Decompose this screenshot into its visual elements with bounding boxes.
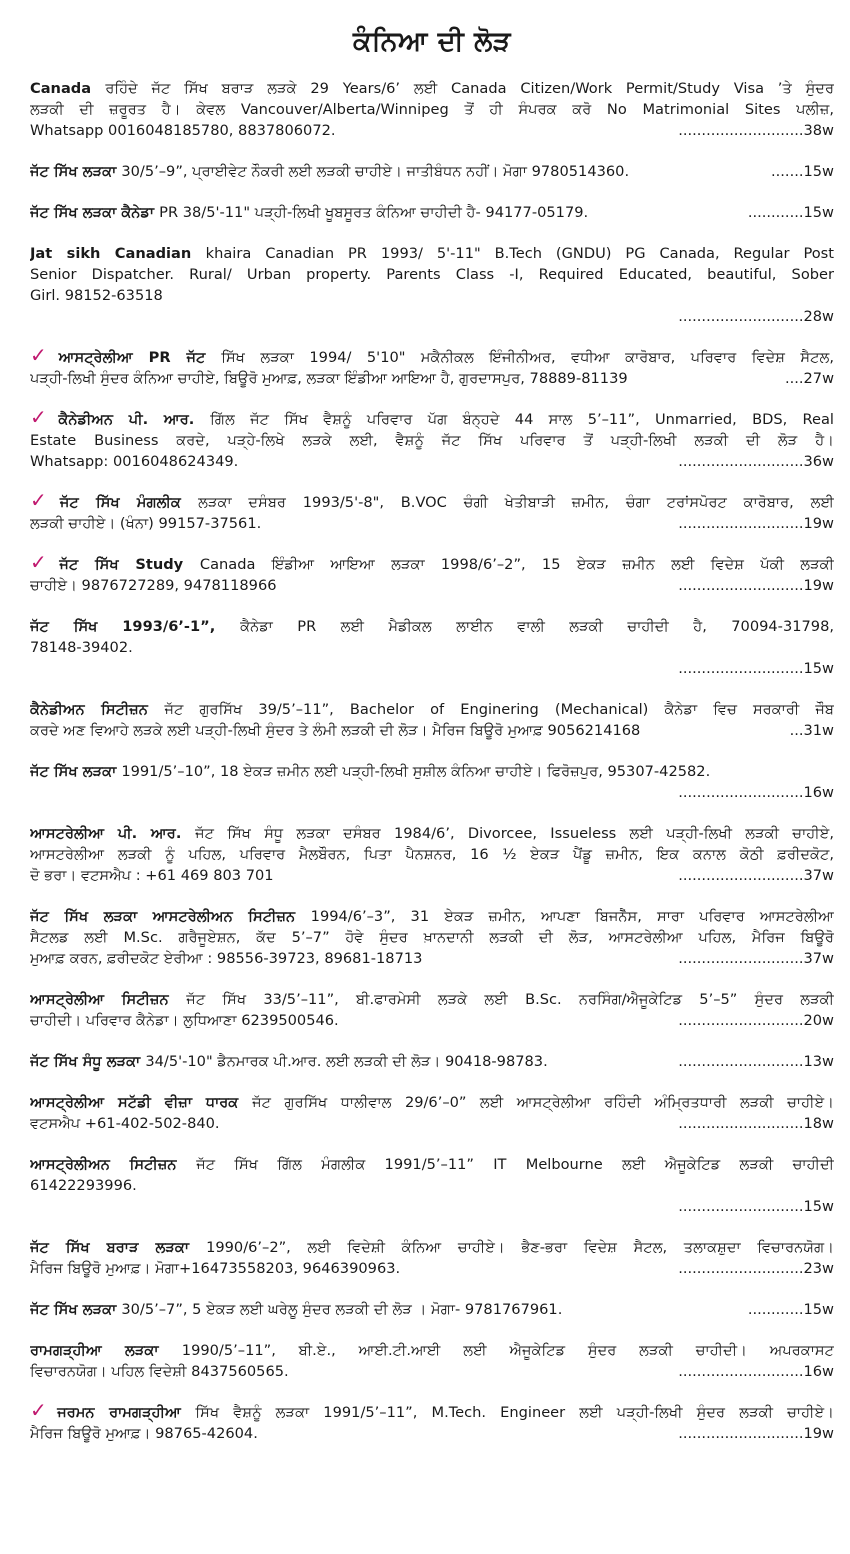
ad-line [30,1092,834,1113]
ad-text: 61422293996. [30,1177,137,1194]
ad-line [30,554,834,575]
classified-ad [30,78,834,141]
classified-ad [30,823,834,886]
ad-heading: ਜੱਟ ਸਿੱਖ Study [59,556,200,573]
ad-line-text [30,1051,548,1072]
ad-text: ਮੁਆਫ਼ ਕਰਨ, ਫ਼ਰੀਦਕੋਟ ਏਰੀਆ : 98556-39723, 89681-18713 [30,950,423,967]
ad-price-code: ...........................19w [678,577,834,594]
checkmark-icon: ✓ [30,554,59,574]
ad-line-text [30,1113,220,1134]
ad-heading: ਜਰਮਨ ਰਾਮਗੜ੍ਹੀਆ [57,1404,196,1421]
ad-heading: ਜੱਟ ਸਿੱਖ ਬਰਾੜ ਲੜਕਾ [30,1239,207,1256]
ad-line [30,616,834,637]
ad-price-code: ...........................19w [678,1425,834,1442]
ad-line [30,1237,834,1258]
ad-line-text [30,1423,258,1444]
ad-text: ਵਿਚਾਰਨਯੋਗ। ਪਹਿਲ ਵਿਦੇਸ਼ੀ 8437560565. [30,1363,289,1380]
page-title: ਕੰਨਿਆ ਦੀ ਲੋੜ [352,26,512,57]
ad-heading: ਜੱਟ ਸਿੱਖ ਮੰਗਲੀਕ [59,494,199,511]
checkmark-icon: ✓ [30,409,58,429]
ad-text: ਕਰਦੇ ਅਣ ਵਿਆਹੇ ਲੜਕੇ ਲਈ ਪੜ੍ਹੀ-ਲਿਖੀ ਸੁੰਦਰ ਤੇ ਲੰਮੀ ਲੜਕੀ ਦੀ ਲੋੜ। ਮੈਰਿਜ ਬਿਊਰੋ ਮੁਆਫ਼ 9056214168 [30,722,641,739]
ad-text: ਜੱਟ ਸਿੱਖ ਗਿੱਲ ਮੰਗਲੀਕ 1991/5’–11” IT Melbourne ਲਈ ਐਜੂਕੇਟਿਡ ਲੜਕੀ ਚਾਹੀਦੀ [196,1156,834,1173]
ad-heading: ਕੈਨੇਡੀਅਨ ਸਿਟੀਜ਼ਨ [30,701,165,718]
ad-line [30,948,834,969]
ad-line-text [30,513,261,534]
ad-text: ਮੈਰਿਜ ਬਿਊਰੋ ਮੁਆਫ਼। ਮੋਗਾ+16473558203, 9646390963. [30,1260,401,1277]
ad-line [30,430,834,451]
ad-line [30,243,834,264]
ad-text: ਜੱਟ ਗੁਰਸਿੱਖ 39/5’–11”, Bachelor of Enginering (Mechanical) ਕੈਨੇਡਾ ਵਿਚ ਸਰਕਾਰੀ ਜੌਬ [164,701,834,718]
ad-heading: ਜੱਟ ਸਿੱਖ ਲੜਕਾ ਆਸਟਰੇਲੀਅਨ ਸਿਟੀਜ਼ਨ [30,908,311,925]
ad-price-code: ...........................36w [678,453,834,470]
ad-text: ਸਿੱਖ ਲੜਕਾ 1994/ 5'10" ਮਕੈਨੀਕਲ ਇੰਜੀਨੀਅਰ, ਵਧੀਆ ਕਾਰੋਬਾਰ, ਪਰਿਵਾਰ ਵਿਦੇਸ਼ ਸੈਟਲ, [221,349,834,366]
ad-line-text [30,1361,289,1382]
ad-heading: ਜੱਟ ਸਿੱਖ ਲੜਕਾ [30,763,122,780]
ad-line [30,844,834,865]
ad-line-text [30,368,628,389]
ad-line [30,1423,834,1444]
ad-heading: ਜੱਟ ਸਿੱਖ ਲੜਕਾ [30,163,122,180]
classified-ad [30,761,834,803]
ad-text: Senior Dispatcher. Rural/ Urban property. Parents Class -I, Required Educated, beautiful, Sober [30,266,834,283]
classified-ad [30,492,834,534]
ad-heading: ਆਸਟ੍ਰੇਲੀਆ ਸਟੱਡੀ ਵੀਜ਼ਾ ਧਾਰਕ [30,1094,253,1111]
ad-text: PR 38/5'-11" ਪੜ੍ਹੀ-ਲਿਖੀ ਖੂਬਸੂਰਤ ਕੰਨਿਆ ਚਾਹੀਦੀ ਹੈ- 94177-05179. [159,204,589,221]
ad-line [30,1175,834,1196]
ad-text: Girl. 98152-63518 [30,287,163,304]
ad-text: ਚਾਹੀਏ। 9876727289, 9478118966 [30,577,277,594]
ad-line [30,1010,834,1031]
ad-price-code: ...........................15w [678,1198,834,1215]
ad-line [30,1361,834,1382]
ad-heading: ਆਸਟ੍ਰੇਲੀਅਨ ਸਿਟੀਜ਼ਨ [30,1156,197,1173]
classified-ad [30,1402,834,1444]
classified-ad [30,989,834,1031]
ad-text: ਗਿੱਲ ਜੱਟ ਸਿੱਖ ਵੈਸ਼ਨੂੰ ਪਰਿਵਾਰ ਪੱਗ ਬੰਨ੍ਹਦੇ 44 ਸਾਲ 5’–11”, Unmarried, BDS, Real [210,411,834,428]
ad-price-code: ...........................18w [678,1115,834,1132]
ad-text: ਲੜਕਾ ਦਸੰਬਰ 1993/5'-8", B.VOC ਚੰਗੀ ਖੇਤੀਬਾੜੀ ਜ਼ਮੀਨ, ਚੰਗਾ ਟਰਾਂਸਪੋਰਟ ਕਾਰੋਬਾਰ, ਲਈ [198,494,834,511]
ad-text: ਪੜ੍ਹੀ-ਲਿਖੀ ਸੁੰਦਰ ਕੰਨਿਆ ਚਾਹੀਏ, ਬਿਊਰੋ ਮੁਆਫ਼, ਲੜਕਾ ਇੰਡੀਆ ਆਇਆ ਹੈ, ਗੁਰਦਾਸਪੁਰ, 78889-81139 [30,370,628,387]
checkmark-icon: ✓ [30,492,59,512]
classified-ad [30,161,834,182]
ad-line [30,989,834,1010]
checkmark-icon: ✓ [30,1402,57,1422]
ad-heading: Jat sikh Canadian [30,245,206,262]
ad-text: Whatsapp 0016048185780, 8837806072. [30,122,336,139]
ad-line-text [30,865,274,886]
ad-line-text [30,120,336,141]
ad-text: ਕੈਨੇਡਾ PR ਲਈ ਮੈਡੀਕਲ ਲਾਈਨ ਵਾਲੀ ਲੜਕੀ ਚਾਹੀਦੀ ਹੈ, 70094-31798, [240,618,834,635]
ad-line [30,761,834,782]
ad-line [30,120,834,141]
ad-heading: Canada [30,80,106,97]
ad-heading: ਆਸਟ੍ਰੇਲੀਆ ਸਿਟੀਜ਼ਨ [30,991,187,1008]
ad-text: 1991/5’–10”, 18 ਏਕੜ ਜ਼ਮੀਨ ਲਈ ਪੜ੍ਹੀ-ਲਿਖੀ ਸੁਸ਼ੀਲ ਕੰਨਿਆ ਚਾਹੀਏ। ਫਿਰੋਜ਼ਪੁਰ, 95307-42582. [121,763,711,780]
ad-price-code: ...........................15w [678,660,834,677]
ads-list [30,78,834,1444]
ad-heading: ਰਾਮਗੜ੍ਹੀਆ ਲੜਕਾ [30,1342,182,1359]
ad-text: ਸਿੱਖ ਵੈਸ਼ਨੂੰ ਲੜਕਾ 1991/5’–11”, M.Tech. Engineer ਲਈ ਪੜ੍ਹੀ-ਲਿਖੀ ਸੁੰਦਰ ਲੜਕੀ ਚਾਹੀਏ। [195,1404,834,1421]
ad-line [30,1051,834,1072]
ad-heading: ਜੱਟ ਸਿੱਖ ਲੜਕਾ ਕੈਨੇਡਾ [30,204,160,221]
ad-line [30,513,834,534]
ad-line [30,202,834,223]
classified-ad [30,699,834,741]
ad-line [30,368,834,389]
ad-line [30,409,834,430]
ad-line [30,1113,834,1134]
ad-line [30,492,834,513]
ad-text: ਲੜਕੀ ਦੀ ਜ਼ਰੂਰਤ ਹੈ। ਕੇਵਲ Vancouver/Alberta/Winnipeg ਤੋਂ ਹੀ ਸੰਪਰਕ ਕਰੋ No Matrimonial Sites ਪਲੀਜ਼, [30,101,834,118]
ad-line [30,285,834,306]
classified-ad [30,616,834,679]
ad-line [30,347,834,368]
ad-text: ਆਸਟਰੇਲੀਆ ਲੜਕੀ ਨੂੰ ਪਹਿਲ, ਪਰਿਵਾਰ ਮੈਲਬੌਰਨ, ਪਿਤਾ ਪੈਨਸ਼ਨਰ, 16 ½ ਏਕੜ ਪੈਂਡੂ ਜ਼ਮੀਨ, ਇਕ ਕਨਾਲ ਕੋਠੀ ਫ਼ਰੀਦਕੋਟ, [30,846,834,863]
ad-text: khaira Canadian PR 1993/ 5'-11" B.Tech (GNDU) PG Canada, Regular Post [205,245,834,262]
ad-line [30,1154,834,1175]
ad-price-code: ...........................13w [678,1053,834,1070]
ad-line [30,637,834,658]
ad-text: ਮੈਰਿਜ ਬਿਊਰੋ ਮੁਆਫ਼। 98765-42604. [30,1425,258,1442]
ad-line [30,1340,834,1361]
ad-line-text [30,451,238,472]
ad-text: ਸੈਟਲਡ ਲਈ M.Sc. ਗਰੈਜੂਏਸ਼ਨ, ਕੱਦ 5’–7” ਹੋਵੇ ਸੁੰਦਰ ਖ਼ਾਨਦਾਨੀ ਲੜਕੀ ਦੀ ਲੋੜ, ਆਸਟਰੇਲੀਆ ਪਹਿਲ, ਮੈਰਿਜ ਬਿਊਰੋ [30,929,834,946]
ad-heading: ਜੱਟ ਸਿੱਖ ਲੜਕਾ [30,1301,122,1318]
classified-ad [30,202,834,223]
ad-text: 78148-39402. [30,639,133,656]
classified-ad [30,243,834,327]
ad-price-code: ...........................37w [678,867,834,884]
ad-price-code: ...........................28w [678,308,834,325]
ad-heading: ਜੱਟ ਸਿੱਖ 1993/6’-1”, [30,618,241,635]
ad-text: Estate Business ਕਰਦੇ, ਪੜ੍ਹੇ-ਲਿਖੇ ਲੜਕੇ ਲਈ, ਵੈਸ਼ਨੂੰ ਜੱਟ ਸਿੱਖ ਪਰਿਵਾਰ ਤੋਂ ਪੜ੍ਹੀ-ਲਿਖੀ ਲੜਕੀ ਦੀ ਲੋੜ ਹੈ। [30,432,834,449]
ad-text: ਜੱਟ ਸਿੱਖ 33/5’–11”, ਬੀ.ਫਾਰਮੇਸੀ ਲੜਕੇ ਲਈ B.Sc. ਨਰਸਿੰਗ/ਐਜੂਕੇਟਿਡ 5’–5” ਸੁੰਦਰ ਲੜਕੀ [186,991,834,1008]
ad-line-text [30,202,588,223]
ad-line-text [30,1258,400,1279]
classified-ad [30,1237,834,1279]
ad-text: ਲੜਕੀ ਚਾਹੀਏ। (ਖੰਨਾ) 99157-37561. [30,515,262,532]
classified-ad [30,347,834,389]
ad-heading: ਜੱਟ ਸਿੱਖ ਸੰਧੂ ਲੜਕਾ [30,1053,146,1070]
ad-price-code: ....27w [784,370,834,387]
ad-text: ਵਟਸਐਪ +61-402-502-840. [30,1115,220,1132]
ad-line [30,906,834,927]
ad-text: ਚਾਹੀਦੀ। ਪਰਿਵਾਰ ਕੈਨੇਡਾ। ਲੁਧਿਆਣਾ 6239500546. [30,1012,339,1029]
ad-price-code: ...........................23w [678,1260,834,1277]
classified-ad [30,1154,834,1217]
ad-price-code: .......15w [771,163,834,180]
ad-price-code: ............15w [747,1301,834,1318]
ad-line [30,451,834,472]
ad-line [30,699,834,720]
ad-line [30,823,834,844]
ad-text: 30/5’–7”, 5 ਏਕੜ ਲਈ ਘਰੇਲੂ ਸੁੰਦਰ ਲੜਕੀ ਦੀ ਲੋੜ । ਮੋਗਾ- 9781767961. [121,1301,563,1318]
ad-text: Whatsapp: 0016048624349. [30,453,239,470]
ad-line-text [30,948,422,969]
ad-price-code: ...........................37w [678,950,834,967]
ad-heading: ਆਸਟਰੇਲੀਆ ਪੀ. ਆਰ. [30,825,196,842]
ad-price-code: ...........................19w [678,515,834,532]
ad-line [30,1402,834,1423]
ad-line [30,927,834,948]
ad-text: Canada ਇੰਡੀਆ ਆਇਆ ਲੜਕਾ 1998/6’–2”, 15 ਏਕੜ ਜ਼ਮੀਨ ਲਈ ਵਿਦੇਸ਼ ਪੱਕੀ ਲੜਕੀ [199,556,834,573]
classified-ad [30,906,834,969]
checkmark-icon: ✓ [30,347,58,367]
ad-line [30,99,834,120]
ad-price-code: ...31w [789,722,834,739]
ad-text: ਰਹਿੰਦੇ ਜੱਟ ਸਿੱਖ ਬਰਾੜ ਲੜਕੇ 29 Years/6’ ਲਈ Canada Citizen/Work Permit/Study Visa ’ਤੇ ਸੁੰਦਰ [105,80,834,97]
ad-price-code: ............15w [747,204,834,221]
ad-price-code: ...........................16w [678,1363,834,1380]
classifieds-page [0,26,850,1554]
ad-text: ਜੱਟ ਗੁਰਸਿੱਖ ਧਾਲੀਵਾਲ 29/6’–0” ਲਈ ਆਸਟ੍ਰੇਲੀਆ ਰਹਿੰਦੀ ਅੰਮ੍ਰਿਤਧਾਰੀ ਲੜਕੀ ਚਾਹੀਏ। [252,1094,834,1111]
classified-ad [30,554,834,596]
ad-text: ਜੱਟ ਸਿੱਖ ਸੰਧੂ ਲੜਕਾ ਦਸੰਬਰ 1984/6’, Divorcee, Issueless ਲਈ ਪੜ੍ਹੀ-ਲਿਖੀ ਲੜਕੀ ਚਾਹੀਏ, [195,825,834,842]
classified-ad [30,1340,834,1382]
ad-heading: ਕੈਨੇਡੀਅਨ ਪੀ. ਆਰ. [58,411,211,428]
ad-line [30,720,834,741]
ad-line-text [30,161,629,182]
ad-price-code: ...........................38w [678,122,834,139]
ad-text: 1990/6’–2”, ਲਈ ਵਿਦੇਸ਼ੀ ਕੰਨਿਆ ਚਾਹੀਏ। ਭੈਣ-ਭਰਾ ਵਿਦੇਸ਼ ਸੈਟਲ, ਤਲਾਕਸ਼ੁਦਾ ਵਿਚਾਰਨਯੋਗ। [206,1239,834,1256]
ad-price-code: ...........................16w [678,784,834,801]
ad-line-text [30,1299,562,1320]
ad-line [30,264,834,285]
ad-heading: ਆਸਟ੍ਰੇਲੀਆ PR ਜੱਟ [58,349,222,366]
classified-ad [30,1299,834,1320]
ad-text: 1990/5’–11”, ਬੀ.ਏ., ਆਈ.ਟੀ.ਆਈ ਲਈ ਐਜੂਕੇਟਿਡ ਸੁੰਦਰ ਲੜਕੀ ਚਾਹੀਦੀ। ਅਪਰਕਾਸਟ [181,1342,834,1359]
ad-line-text [30,1010,339,1031]
ad-text: 34/5'-10" ਡੈਨਮਾਰਕ ਪੀ.ਆਰ. ਲਈ ਲੜਕੀ ਦੀ ਲੋੜ। 90418-98783. [145,1053,548,1070]
classified-ad [30,409,834,472]
ad-text: 30/5’–9”, ਪ੍ਰਾਈਵੇਟ ਨੌਕਰੀ ਲਈ ਲੜਕੀ ਚਾਹੀਏ। ਜਾਤੀਬੰਧਨ ਨਹੀਂ। ਮੋਗਾ 9780514360. [121,163,630,180]
ad-text: ਦੋ ਭਰਾ। ਵਟਸਐਪ : +61 469 803 701 [30,867,274,884]
ad-line [30,575,834,596]
ad-text: 1994/6’–3”, 31 ਏਕੜ ਜ਼ਮੀਨ, ਆਪਣਾ ਬਿਜਨੈੱਸ, ਸਾਰਾ ਪਰਿਵਾਰ ਆਸਟਰੇਲੀਆ [310,908,834,925]
classified-ad [30,1051,834,1072]
ad-line [30,865,834,886]
ad-line [30,78,834,99]
ad-line-text [30,575,277,596]
classified-ad [30,1092,834,1134]
ad-price-code: ...........................20w [678,1012,834,1029]
ad-line [30,1258,834,1279]
ad-line [30,1299,834,1320]
ad-line-text [30,720,640,741]
ad-line [30,161,834,182]
